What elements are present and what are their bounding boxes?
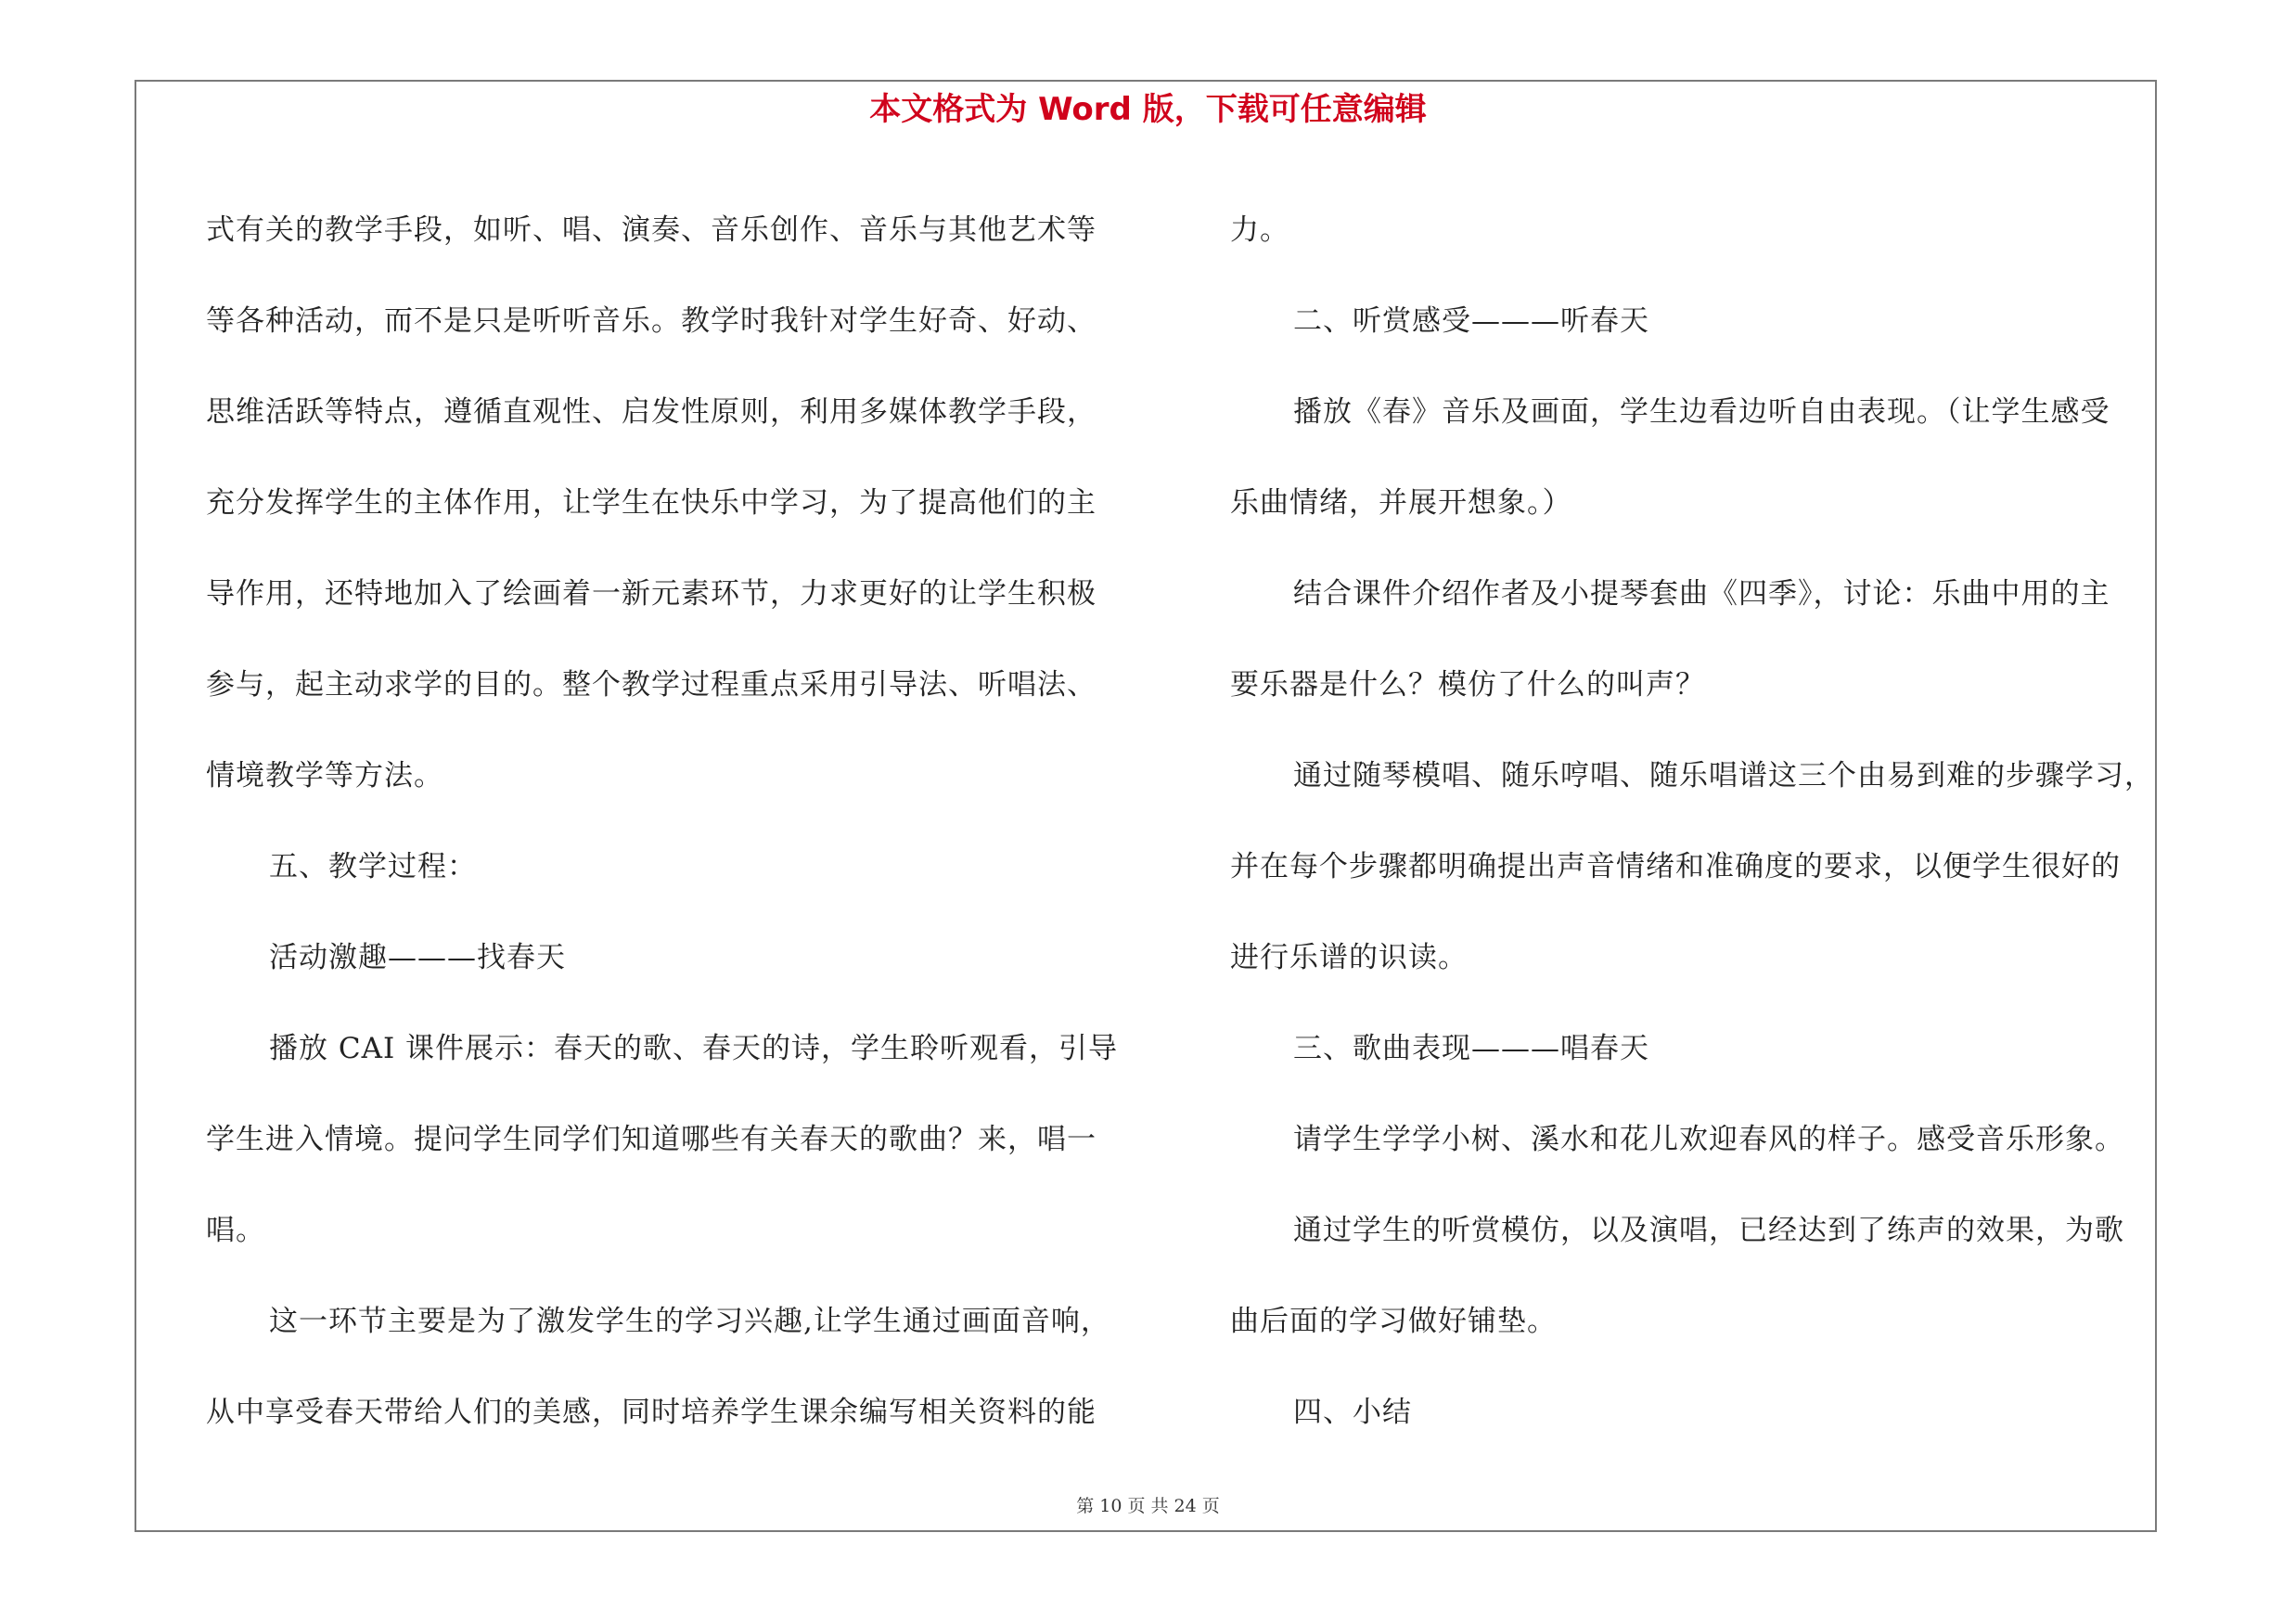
page-number-footer: 第 10 页 共 24 页 [1076,1496,1220,1516]
right-column [1230,185,2158,1458]
text-line: 导作用，还特地加入了绘画着一新元素环节，力求更好的让学生积极 [206,577,1097,611]
text-line: 思维活跃等特点，遵循直观性、启发性原则，利用多媒体教学手段， [206,395,1097,429]
section-heading: 三、歌曲表现———唱春天 [1293,1032,1649,1065]
section-heading: 五、教学过程： [269,850,477,883]
text-line: 这一环节主要是为了激发学生的学习兴趣,让学生通过画面音响， [269,1305,1110,1338]
left-column [206,185,1152,1458]
text-line: 播放 CAI 课件展示：春天的歌、春天的诗，学生聆听观看，引导 [269,1032,1119,1065]
text-line: 式有关的教学手段，如听、唱、演奏、音乐创作、音乐与其他艺术等 [206,213,1097,247]
text-line: 唱。 [206,1214,265,1247]
text-line: 进行乐谱的识读。 [1230,941,1468,974]
section-heading: 四、小结 [1293,1396,1412,1429]
text-line: 曲后面的学习做好铺垫。 [1230,1305,1557,1338]
text-line: 并在每个步骤都明确提出声音情绪和准确度的要求，以便学生很好的 [1230,850,2121,883]
text-line: 参与，起主动求学的目的。整个教学过程重点采用引导法、听唱法、 [206,668,1097,702]
word-format-banner: 本文格式为 Word 版，下载可任意编辑 [869,91,1427,128]
text-line: 通过学生的听赏模仿，以及演唱，已经达到了练声的效果，为歌 [1293,1214,2124,1247]
text-line: 学生进入情境。提问学生同学们知道哪些有关春天的歌曲？来，唱一 [206,1123,1097,1156]
text-line: 要乐器是什么？模仿了什么的叫声？ [1230,668,1705,702]
text-line: 乐曲情绪，并展开想象。） [1230,486,1572,520]
text-line: 充分发挥学生的主体作用，让学生在快乐中学习，为了提高他们的主 [206,486,1097,520]
text-line: 从中享受春天带给人们的美感，同时培养学生课余编写相关资料的能 [206,1396,1097,1429]
text-line: 播放《春》音乐及画面，学生边看边听自由表现。（让学生感受 [1293,395,2110,429]
section-heading: 二、听赏感受———听春天 [1293,304,1649,338]
text-line: 情境教学等方法。 [206,759,443,792]
subsection-heading: 活动激趣———找春天 [269,941,566,974]
text-line: 请学生学学小树、溪水和花儿欢迎春风的样子。感受音乐形象。 [1293,1123,2124,1156]
text-line: 等各种活动，而不是只是听听音乐。教学时我针对学生好奇、好动、 [206,304,1097,338]
text-line: 力。 [1230,213,1289,247]
text-line: 结合课件介绍作者及小提琴套曲《四季》，讨论：乐曲中用的主 [1293,577,2110,611]
text-line: 通过随琴模唱、随乐哼唱、随乐唱谱这三个由易到难的步骤学习， [1293,759,2154,792]
